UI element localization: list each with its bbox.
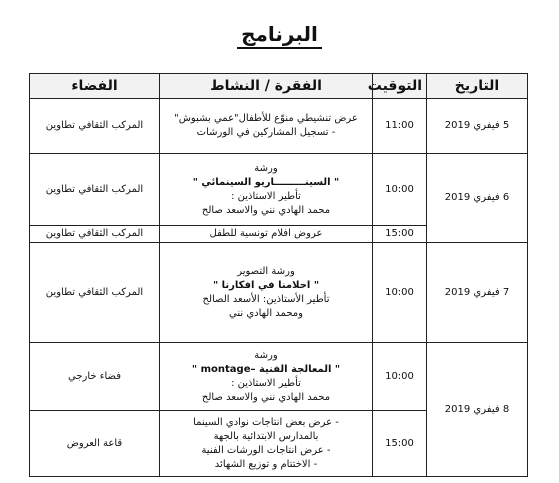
page-title: البرنامج (0, 22, 559, 46)
activity-line: - الاختتام و توزيع الشهائد (214, 458, 318, 470)
activity-cell (160, 99, 373, 154)
activity-cell (160, 411, 373, 477)
date-cell: 8 فيفري 2019 (427, 343, 528, 477)
table-row (30, 99, 528, 154)
activity-line: ورشة (254, 162, 278, 174)
table-row (30, 343, 528, 411)
activity-line: تأطير الاستاذين : (231, 190, 301, 202)
activity-cell (160, 226, 373, 243)
activity-line: - عرض انتاجات الورشات الفنية (201, 444, 331, 456)
activity-line: محمد الهادي نني والاسعد صالح (201, 391, 331, 403)
activity-line: محمد الهادي نني والاسعد صالح (201, 204, 331, 216)
table-row (30, 243, 528, 343)
activity-cell (160, 243, 373, 343)
activity-line: عروض افلام تونسية للطفل (209, 228, 323, 239)
activity-cell (160, 343, 373, 411)
place-cell: قاعة العروض (30, 411, 160, 477)
date-cell: 5 فيفري 2019 (427, 99, 528, 154)
activity-line: ومحمد الهادي نني (229, 307, 303, 319)
activity-line: ورشة (254, 349, 278, 361)
activity-line: - تسجيل المشاركين في الورشات (196, 127, 336, 138)
header-activity: الفقرة / النشاط (160, 74, 373, 99)
header-date: التاريخ (427, 74, 528, 99)
activity-line: تأطير الاستاذين : (231, 377, 301, 389)
place-cell: المركب الثقافي تطاوين (30, 99, 160, 154)
header-time: التوقيت (373, 74, 427, 99)
time-cell: 10:00 (373, 243, 427, 343)
time-cell: 15:00 (373, 226, 427, 243)
date-cell: 6 فيفري 2019 (427, 154, 528, 243)
place-cell: فضاء خارجي (30, 343, 160, 411)
time-cell: 10:00 (373, 343, 427, 411)
workshop-title: " السينـــــــــاريو السينمائي " (192, 176, 340, 188)
workshop-title: " المعالجة الفنية –montage " (191, 363, 341, 375)
program-table (29, 73, 528, 477)
place-cell: المركب الثقافي تطاوين (30, 226, 160, 243)
place-cell: المركب الثقافي تطاوين (30, 243, 160, 343)
activity-line: - عرض بعض انتاجات نوادي السينما (193, 416, 339, 428)
place-cell: المركب الثقافي تطاوين (30, 154, 160, 226)
table-header-row (30, 74, 528, 99)
activity-line: ورشة التصوير (237, 265, 295, 277)
date-cell: 7 فيفري 2019 (427, 243, 528, 343)
activity-line: عرض تنشيطي منوّع للأطفال"عمي بشبوش" (174, 113, 358, 124)
activity-cell (160, 154, 373, 226)
time-cell: 10:00 (373, 154, 427, 226)
time-cell: 15:00 (373, 411, 427, 477)
activity-line: تأطير الأستاذين: الأسعد الصالح (202, 293, 330, 305)
workshop-title: " احلامنا في افكارنا " (212, 279, 320, 291)
table-row (30, 154, 528, 226)
header-place: الفضاء (30, 74, 160, 99)
time-cell: 11:00 (373, 99, 427, 154)
activity-line: بالمدارس الابتدائية بالجهة (213, 430, 319, 442)
